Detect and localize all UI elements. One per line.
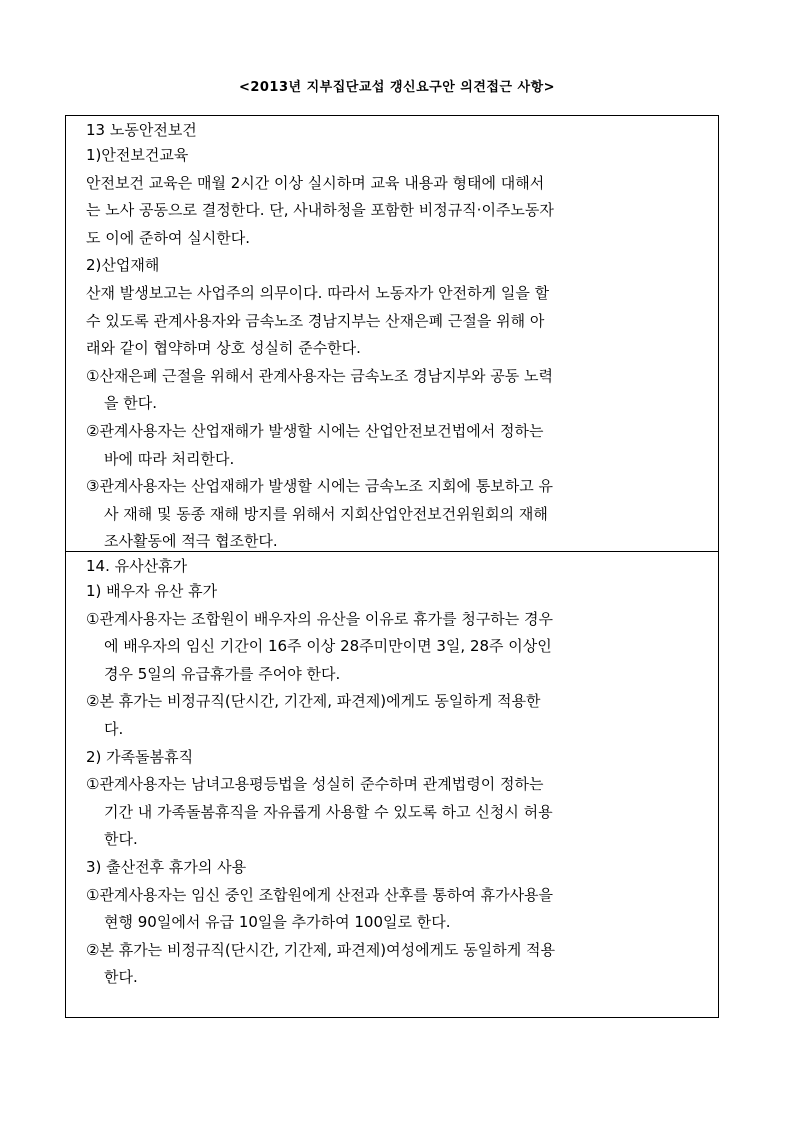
text-line: 다. xyxy=(104,719,124,738)
text-line: 수 있도록 관계사용자와 금속노조 경남지부는 산재은폐 근절을 위해 아 xyxy=(86,311,545,330)
section-miscarriage-leave xyxy=(66,552,718,1017)
text-line: 현행 90일에서 유급 10일을 추가하여 100일로 한다. xyxy=(104,913,451,932)
text-line: 사 재해 및 동종 재해 방지를 위해서 지회산업안전보건위원회의 재해 xyxy=(104,504,548,523)
content-table xyxy=(65,115,719,1018)
text-line: ②관계사용자는 산업재해가 발생할 시에는 산업안전보건법에서 정하는 xyxy=(86,421,544,440)
text-line: 을 한다. xyxy=(104,394,158,413)
text-line: ①관계사용자는 임신 중인 조합원에게 산전과 산후를 통하여 휴가사용을 xyxy=(86,885,554,904)
text-line: 안전보건 교육은 매월 2시간 이상 실시하며 교육 내용과 형태에 대해서 xyxy=(86,173,545,192)
text-line: 에 배우자의 임신 기간이 16주 이상 28주미만이면 3일, 28주 이상인 xyxy=(104,637,552,656)
text-line: 는 노사 공동으로 결정한다. 단, 사내하청을 포함한 비정규직·이주노동자 xyxy=(86,201,554,220)
section-heading: 14. 유사산휴가 xyxy=(86,557,188,575)
text-line: 조사활동에 적극 협조한다. xyxy=(104,532,278,551)
section-body xyxy=(86,578,698,992)
text-line: 3) 출산전후 휴가의 사용 xyxy=(86,857,247,876)
text-line: 한다. xyxy=(104,968,138,987)
text-line: 산재 발생보고는 사업주의 의무이다. 따라서 노동자가 안전하게 일을 할 xyxy=(86,283,550,302)
section-body xyxy=(86,142,698,552)
text-line: 경우 5일의 유급휴가를 주어야 한다. xyxy=(104,664,341,683)
text-line: 한다. xyxy=(104,830,138,849)
text-line: 래와 같이 협약하며 상호 성실히 준수한다. xyxy=(86,339,361,358)
text-line: ②본 휴가는 비정규직(단시간, 기간제, 파견제)여성에게도 동일하게 적용 xyxy=(86,940,556,959)
text-line: ①산재은폐 근절을 위해서 관계사용자는 금속노조 경남지부와 공동 노력 xyxy=(86,366,554,385)
text-line: ②본 휴가는 비정규직(단시간, 기간제, 파견제)에게도 동일하게 적용한 xyxy=(86,692,541,711)
text-line: 바에 따라 처리한다. xyxy=(104,449,235,468)
section-heading: 13 노동안전보건 xyxy=(86,121,197,139)
text-line: ③관계사용자는 산업재해가 발생할 시에는 금속노조 지회에 통보하고 유 xyxy=(86,477,554,496)
text-line: 기간 내 가족돌봄휴직을 자유롭게 사용할 수 있도록 하고 신청시 허용 xyxy=(104,802,553,821)
text-line: 2)산업재해 xyxy=(86,256,160,275)
text-line: ①관계사용자는 남녀고용평등법을 성실히 준수하며 관계법령이 정하는 xyxy=(86,775,544,794)
text-line: 1) 배우자 유산 휴가 xyxy=(86,582,218,600)
text-line: 2) 가족돌봄휴직 xyxy=(86,747,194,766)
document-title: <2013년 지부집단교섭 갱신요구안 의견접근 사항> xyxy=(238,80,556,95)
section-labor-safety xyxy=(66,116,718,552)
text-line: ①관계사용자는 조합원이 배우자의 유산을 이유로 휴가를 청구하는 경우 xyxy=(86,609,554,628)
text-line: 도 이에 준하여 실시한다. xyxy=(86,228,250,247)
text-line: 1)안전보건교육 xyxy=(86,146,189,164)
